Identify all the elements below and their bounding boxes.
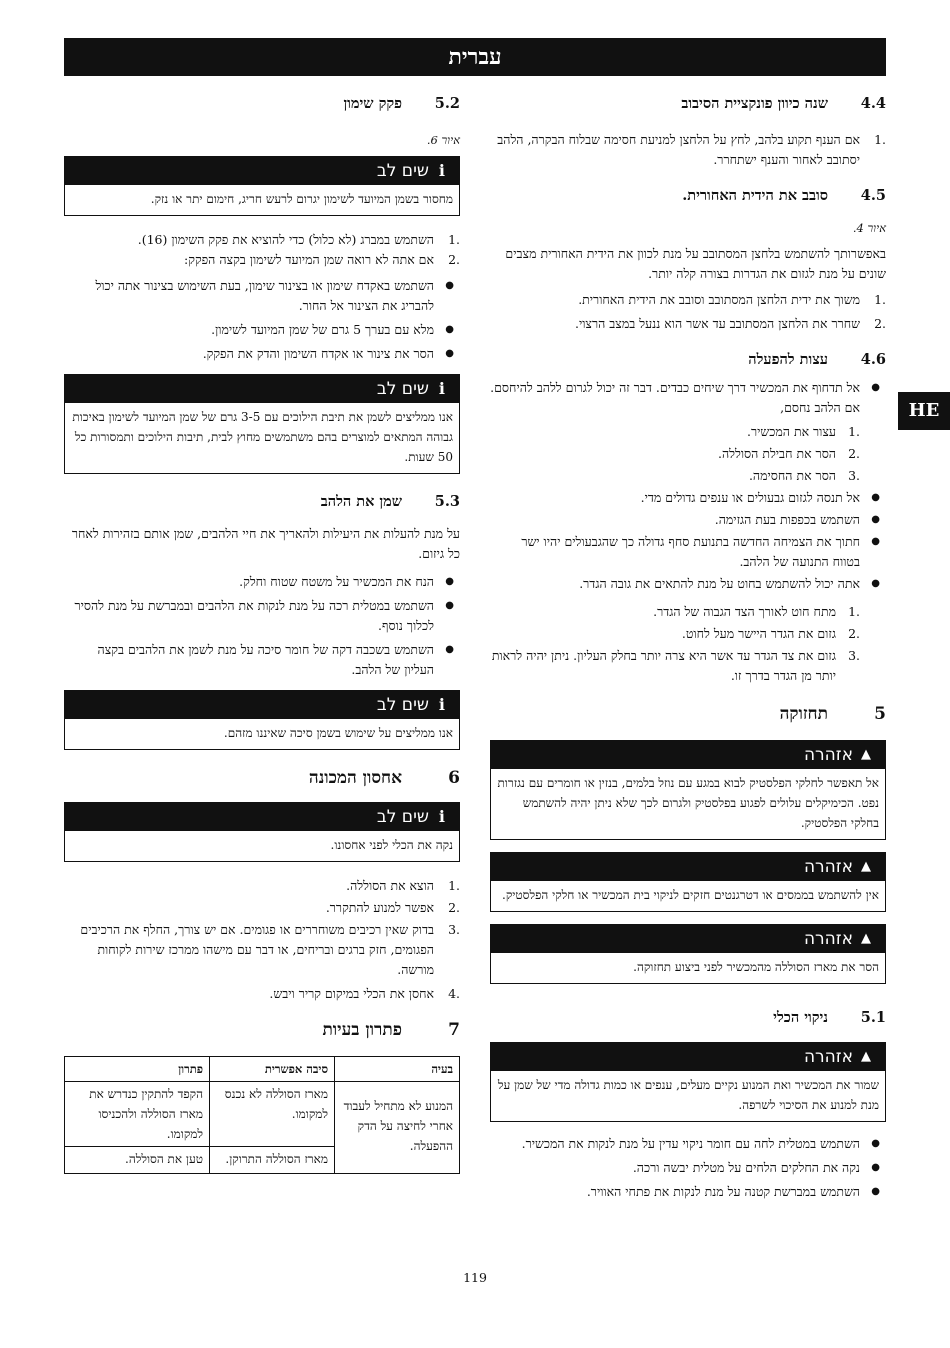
table-cell: הקפד להתקין כנדרש את מארז הסוללה ולהכניסו למקומו.	[65, 1082, 210, 1147]
list-item: ● השתמש בכפפות בעת הגזימה.	[714, 512, 880, 527]
list-item: .2 אם אתה לא רואה שמן המיועד לשימון בקצה הפקק:	[184, 252, 460, 267]
warning-box	[490, 1042, 886, 1122]
note-text: אנו ממליצים על שימוש בשמן סיכה שאיננו מזהם.	[223, 726, 453, 740]
note-box	[64, 156, 460, 216]
warning-header: ▲ אזהרה	[491, 1043, 885, 1071]
chapter-heading: 6 אחסון המכונה	[308, 768, 460, 788]
list-item: .3 הסר את החסימה.	[748, 468, 860, 483]
warning-text: אל תאפשר לחלקי הפלסטיק לבוא במגע עם נוזל בלמים, בנזין או חומרים עם נגזרות נפט. הכימיקלים עלולים לפגוע בפלסטיק ולגרום לכך שלא ניתן יהיה להשתמש בחלקי הפלסטיק.	[497, 776, 879, 830]
section-heading: 4.5 סובב את הידית האחורית.	[682, 187, 886, 204]
list-item: ● אל תנסה לגזום גבעולים או ענפים גדולים מדי.	[640, 490, 880, 505]
section-heading: 5.3 שמן את הלהב	[320, 493, 460, 510]
section-heading: 5.2 פקק שימון	[343, 95, 460, 112]
note-box	[64, 802, 460, 862]
numbered-list	[64, 876, 460, 1004]
list-item: ● חתוך את הצמיחה החדשה בתנועת סחף גדולה כך שהגבעולים יהיו ישר בטווח התנועה של הלהב.	[521, 534, 880, 569]
table-header-row	[65, 1057, 460, 1082]
info-icon: i	[438, 695, 445, 714]
list-item: ● אתה יכול להשתמש בחוט על מנת להתאים את גובה הגדר.	[579, 576, 880, 591]
warning-icon: ▲	[861, 1049, 871, 1064]
list-item: .1 משוך את ידית הלחצן המסתובב וסובב את הידית האחורית.	[578, 292, 886, 307]
list-item: .2 הסר את חבילת הסוללה.	[717, 446, 860, 461]
info-icon: i	[438, 379, 445, 398]
warning-icon: ▲	[861, 931, 871, 946]
list-item: .3 בדוק שאין רכיבים משוחררים או פגומים. אם יש צורך, החלף את הרכיבים הפגומים, חזק ברגים ובריחים, או דבר עם מישהו ממרכז שירות לקוחות מורשה.	[80, 922, 460, 977]
note-box	[64, 374, 460, 474]
chapter-heading: 7 פתרון בעיות	[322, 1020, 460, 1040]
note-header: i שים לב	[65, 803, 459, 831]
chapter-heading: 5 תחזוקה	[779, 704, 886, 724]
table-row	[65, 1082, 460, 1147]
note-text: נקה את הכלי לפני אחסונו.	[330, 838, 453, 852]
list-item: ● הנח את המכשיר על משטח שטוח וחלק.	[239, 574, 454, 589]
list-item: ● השתמש במטלית רכה על מנת לנקות את הלהבים ובמברשת על מנת להסיר לכלוך נוסף.	[74, 598, 454, 633]
section-heading: 5.1 ניקוי הכלי	[773, 1009, 886, 1026]
sub-list	[490, 422, 886, 486]
table-cell: מארז הסוללה לא נכנס למקומו.	[210, 1082, 335, 1147]
info-icon: i	[438, 807, 445, 826]
bullet-list	[490, 1134, 886, 1202]
section-heading: 4.4 שנה כיוון פונקציית הסיבוב	[681, 95, 886, 112]
list-item: .2 שחרר את הלחצן המסתובב עד אשר הוא ננעל במצב הרצוי.	[574, 316, 886, 331]
list-item: ● אל תדחוף את המכשיר דרך שיחים כבדים. דבר זה יכול לגרום ללהב להיחסם. אם הלהב נחסם,	[490, 380, 880, 415]
bullet-list	[490, 488, 886, 594]
numbered-list	[64, 230, 460, 270]
column-header: בעיה	[335, 1057, 460, 1082]
warning-icon: ▲	[861, 859, 871, 874]
warning-text: הסר את מארז הסוללה מהמכשיר לפני ביצוע תחזוקה.	[633, 960, 879, 974]
table-cell: טען את הסוללה.	[65, 1147, 210, 1174]
numbered-list	[490, 290, 886, 334]
list-item: .1 השתמש במברג (לא כלול) כדי להוציא את פקק השימון (16).	[137, 232, 460, 247]
paragraph: באפשרותך להשתמש בלחצן המסתובב על מנת לכוון את הידית האחורית מצבים שונים על מנת לגזום את הגדרות בצורה קלה יותר.	[505, 246, 886, 281]
column-header: סיבה אפשרית	[210, 1057, 335, 1082]
numbered-list	[490, 130, 886, 170]
page-number: 119	[463, 1270, 487, 1285]
list-item: .1 הוצא את הסוללה.	[346, 878, 460, 893]
table-cell: המנוע לא מתחיל לעבוד אחרי לחיצה על הדק ההפעלה.	[335, 1082, 460, 1174]
bullet-list	[64, 572, 460, 680]
list-item: .1 עצור את המכשיר.	[747, 424, 860, 439]
list-item: .2 גזום את הגדר היישר מעל לחוט.	[681, 626, 860, 641]
warning-header: ▲ אזהרה	[491, 741, 885, 769]
note-text: אנו ממליצים לשמן את תיבת הילוכים עם 3-5 גרם של שמן המיועד לשימון באיכות גבוהה המתאים למוצרים בהם משתמשים מחוץ לבית, תיבות הילוכים ותמסורות כל 50 שעות.	[72, 410, 453, 464]
bullet-list	[490, 378, 886, 418]
warning-text: אין להשתמש בממסים או דטרגנטים חזקים לניקוי בית המכשיר או חלקי הפלסטיק.	[502, 888, 879, 902]
warning-header: ▲ אזהרה	[491, 853, 885, 881]
table-cell: מארז הסוללה התרוקן.	[210, 1147, 335, 1174]
bullet-list	[64, 276, 460, 364]
list-item: .2 אפשר למנוע להתקרר.	[325, 900, 460, 915]
list-item: .4 אחסן את הכלי במיקום קריר ויבש.	[269, 986, 460, 1001]
list-item: ● נקה את החלקים הלחים על מטלית יבשה ורכה.	[632, 1160, 880, 1175]
list-item: ● השתמש באקדח שימון או בצינור שימון, בעת השימוש בצינור אתה יכול להבריג את הצינור אל החור.	[95, 278, 454, 313]
list-item: ● השתמש במברשת קטנה על מנת לנקות את פתחי האוויר.	[586, 1184, 880, 1199]
warning-header: ▲ אזהרה	[491, 925, 885, 953]
note-header: i שים לב	[65, 157, 459, 185]
column-header: פתרון	[65, 1057, 210, 1082]
list-item: ● השתמש בשכבה דקה של חומר סיכה על מנת לשמן את הלהבים בקצה העליון של הלהב.	[97, 642, 454, 677]
warning-text: שמור את המכשיר ואת המנוע נקיים מעלים, ענפים או כמות גדולה מדי של שמן על מנת למנוע את הסיכוי לשרפה.	[497, 1078, 879, 1112]
language-banner: עברית	[64, 38, 886, 76]
troubleshooting-table	[64, 1056, 460, 1174]
note-box	[64, 690, 460, 750]
paragraph: על מנת להעלות את היעילות ולהאריך את חיי הלהבים, שמן אותם בזהירות לאחר כל גיזום.	[71, 526, 460, 561]
list-item: ● השתמש במטלית לחה עם חומר ניקוי עדין על מנת לנקות את המכשיר.	[521, 1136, 880, 1151]
left-column	[64, 92, 460, 1174]
language-tab: HE	[898, 392, 950, 430]
figure-ref: איור 6.	[426, 133, 460, 147]
list-item: .3 גזום את צד הגדר עד אשר היא צרה יותר בחלק העליון. ניתן יהיה לראות יותר מן הגדר בדרך זו.	[491, 648, 860, 683]
note-header: i שים לב	[65, 375, 459, 403]
info-icon: i	[438, 161, 445, 180]
sub-list	[490, 602, 886, 686]
warning-box	[490, 924, 886, 984]
list-item: ● מלא עם בערך 5 גרם של שמן המיועד לשימון.	[211, 322, 454, 337]
list-item: .1 מתח חוט לאורך הצד הגבוה של הגדר.	[653, 604, 860, 619]
right-column	[490, 92, 886, 1202]
section-heading: 4.6 עצות להפעלה	[748, 351, 886, 368]
note-header: i שים לב	[65, 691, 459, 719]
warning-box	[490, 740, 886, 840]
warning-icon: ▲	[861, 747, 871, 762]
warning-box	[490, 852, 886, 912]
figure-ref: איור 4.	[852, 221, 886, 235]
list-item: .1 אם הענף תקוע בלהב, לחץ על הלחצן למניעת חסימה שבלוח הבקרה, הלהב יסתובב לאחור והענף ישתחרר.	[497, 132, 886, 167]
list-item: ● הסר את צינור או אקדח השימון והדק את הפקק.	[202, 346, 454, 361]
note-text: מחסור בשמן המיועד לשימון יגרום לרעש חריג, חימום יתר או נזק.	[150, 192, 453, 206]
